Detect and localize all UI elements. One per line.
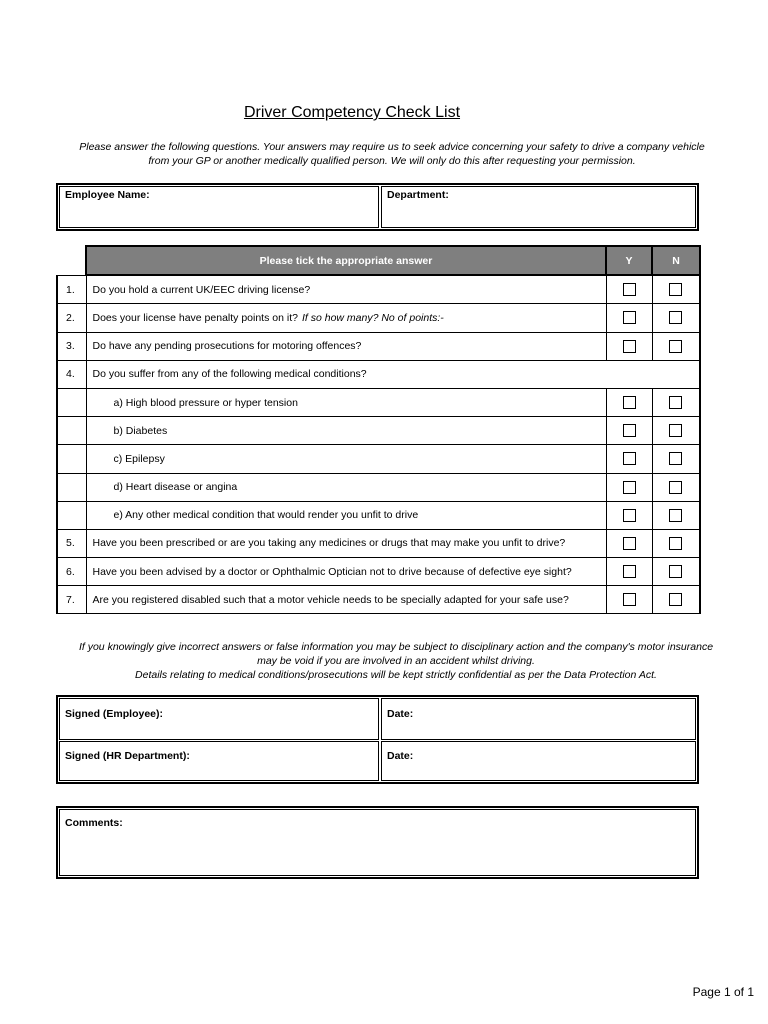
no-cell bbox=[652, 558, 700, 586]
yes-cell bbox=[606, 417, 652, 445]
question-number bbox=[57, 417, 86, 445]
table-row bbox=[57, 586, 700, 614]
signature-box bbox=[56, 695, 699, 784]
yes-cell bbox=[606, 501, 652, 529]
question-label: e) Any other medical condition that would render you unfit to drive bbox=[113, 509, 419, 522]
no-cell bbox=[652, 332, 700, 360]
question-text bbox=[86, 473, 606, 501]
table-header-row bbox=[57, 246, 700, 275]
question-number: 4. bbox=[57, 360, 86, 388]
yes-checkbox[interactable] bbox=[623, 509, 636, 522]
table-header-label: Please tick the appropriate answer bbox=[86, 246, 606, 275]
intro-line-1: Please answer the following questions. Your answers may require us to seek advice concerning your safety to drive a company vehicle bbox=[79, 141, 705, 153]
no-column-header: N bbox=[652, 246, 700, 275]
yes-checkbox[interactable] bbox=[623, 565, 636, 578]
question-number: 7. bbox=[57, 586, 86, 614]
employee-name-label: Employee Name: bbox=[65, 189, 150, 201]
yes-cell bbox=[606, 388, 652, 416]
table-row bbox=[57, 417, 700, 445]
hr-date-field[interactable] bbox=[381, 741, 696, 781]
question-number: 5. bbox=[57, 529, 86, 557]
table-row bbox=[57, 529, 700, 557]
question-text bbox=[86, 529, 606, 557]
question-text bbox=[86, 417, 606, 445]
yes-checkbox[interactable] bbox=[623, 481, 636, 494]
employee-name-field[interactable] bbox=[59, 186, 379, 228]
question-label: Does your license have penalty points on it? bbox=[92, 311, 298, 324]
hr-signature-label: Signed (HR Department): bbox=[65, 750, 190, 762]
hr-date-label: Date: bbox=[387, 750, 414, 762]
question-text bbox=[86, 501, 606, 529]
comments-field[interactable] bbox=[59, 809, 696, 876]
no-cell bbox=[652, 417, 700, 445]
question-note: If so how many? No of points:- bbox=[301, 311, 444, 324]
yes-checkbox[interactable] bbox=[623, 311, 636, 324]
yes-checkbox[interactable] bbox=[623, 593, 636, 606]
yes-checkbox[interactable] bbox=[623, 452, 636, 465]
comments-box[interactable] bbox=[56, 806, 699, 879]
question-number: 1. bbox=[57, 275, 86, 304]
question-label: b) Diabetes bbox=[113, 424, 168, 437]
employee-box bbox=[56, 183, 699, 231]
yes-cell bbox=[606, 558, 652, 586]
yes-cell bbox=[606, 304, 652, 332]
comments-label: Comments: bbox=[65, 817, 123, 829]
table-row bbox=[57, 473, 700, 501]
employee-date-label: Date: bbox=[387, 708, 414, 720]
yes-column-header: Y bbox=[606, 246, 652, 275]
employee-signature-field[interactable] bbox=[59, 698, 379, 740]
department-field[interactable] bbox=[381, 186, 696, 228]
disclaimer-line-3: Details relating to medical conditions/prosecutions will be kept strictly confidential as per the Data Protection Act. bbox=[135, 669, 657, 681]
no-checkbox[interactable] bbox=[669, 565, 682, 578]
table-row bbox=[57, 275, 700, 304]
question-number bbox=[57, 388, 86, 416]
table-row bbox=[57, 445, 700, 473]
no-checkbox[interactable] bbox=[669, 283, 682, 296]
yes-checkbox[interactable] bbox=[623, 283, 636, 296]
document-title: Driver Competency Check List bbox=[243, 104, 461, 121]
no-cell bbox=[652, 473, 700, 501]
table-row bbox=[57, 558, 700, 586]
no-cell bbox=[652, 304, 700, 332]
employee-date-field[interactable] bbox=[381, 698, 696, 740]
question-label: Have you been prescribed or are you taking any medicines or drugs that may make you unfit to drive? bbox=[92, 537, 566, 550]
question-text bbox=[86, 304, 606, 332]
question-number bbox=[57, 445, 86, 473]
no-cell bbox=[652, 586, 700, 614]
intro-line-2: from your GP or another medically qualified person. We will only do this after requesting your permission. bbox=[148, 155, 636, 167]
no-checkbox[interactable] bbox=[669, 509, 682, 522]
question-text bbox=[86, 275, 606, 304]
yes-checkbox[interactable] bbox=[623, 396, 636, 409]
question-number: 6. bbox=[57, 558, 86, 586]
hr-signature-field[interactable] bbox=[59, 741, 379, 781]
no-checkbox[interactable] bbox=[669, 452, 682, 465]
no-checkbox[interactable] bbox=[669, 537, 682, 550]
no-checkbox[interactable] bbox=[669, 424, 682, 437]
disclaimer-line-2: may be void if you are involved in an accident whilst driving. bbox=[257, 655, 535, 667]
disclaimer-line-1: If you knowingly give incorrect answers or false information you may be subject to disciplinary action and the company's motor insurance bbox=[78, 641, 714, 653]
table-row bbox=[57, 360, 700, 388]
table-row bbox=[57, 304, 700, 332]
question-number: 2. bbox=[57, 304, 86, 332]
question-label: Do you hold a current UK/EEC driving license? bbox=[92, 283, 311, 296]
table-row bbox=[57, 332, 700, 360]
no-checkbox[interactable] bbox=[669, 593, 682, 606]
table-row bbox=[57, 388, 700, 416]
yes-cell bbox=[606, 445, 652, 473]
question-label: a) High blood pressure or hyper tension bbox=[113, 396, 298, 409]
no-cell bbox=[652, 275, 700, 304]
question-text bbox=[86, 586, 606, 614]
yes-checkbox[interactable] bbox=[623, 340, 636, 353]
question-label: Have you been advised by a doctor or Ophthalmic Optician not to drive because of defective eye sight? bbox=[92, 565, 572, 578]
question-number: 3. bbox=[57, 332, 86, 360]
no-checkbox[interactable] bbox=[669, 481, 682, 494]
yes-checkbox[interactable] bbox=[623, 537, 636, 550]
no-checkbox[interactable] bbox=[669, 311, 682, 324]
table-row bbox=[57, 501, 700, 529]
no-cell bbox=[652, 388, 700, 416]
page-number: Page 1 of 1 bbox=[692, 985, 754, 999]
question-number bbox=[57, 473, 86, 501]
questions-table bbox=[56, 245, 701, 614]
no-checkbox[interactable] bbox=[669, 340, 682, 353]
employee-signature-label: Signed (Employee): bbox=[65, 708, 164, 720]
question-label: Do you suffer from any of the following medical conditions? bbox=[92, 368, 367, 381]
yes-cell bbox=[606, 586, 652, 614]
question-number bbox=[57, 501, 86, 529]
question-text bbox=[86, 360, 700, 388]
question-label: d) Heart disease or angina bbox=[113, 481, 238, 494]
question-text bbox=[86, 445, 606, 473]
intro-text bbox=[40, 140, 744, 168]
yes-cell bbox=[606, 529, 652, 557]
question-text bbox=[86, 332, 606, 360]
question-text bbox=[86, 558, 606, 586]
department-label: Department: bbox=[387, 189, 449, 201]
question-label: Do have any pending prosecutions for motoring offences? bbox=[92, 340, 362, 353]
yes-checkbox[interactable] bbox=[623, 424, 636, 437]
yes-cell bbox=[606, 275, 652, 304]
no-checkbox[interactable] bbox=[669, 396, 682, 409]
disclaimer-text bbox=[40, 640, 752, 682]
yes-cell bbox=[606, 332, 652, 360]
question-label: Are you registered disabled such that a motor vehicle needs to be specially adapted for your safe use? bbox=[92, 593, 569, 606]
no-cell bbox=[652, 445, 700, 473]
no-cell bbox=[652, 529, 700, 557]
question-text bbox=[86, 388, 606, 416]
question-label: c) Epilepsy bbox=[113, 452, 165, 465]
yes-cell bbox=[606, 473, 652, 501]
no-cell bbox=[652, 501, 700, 529]
